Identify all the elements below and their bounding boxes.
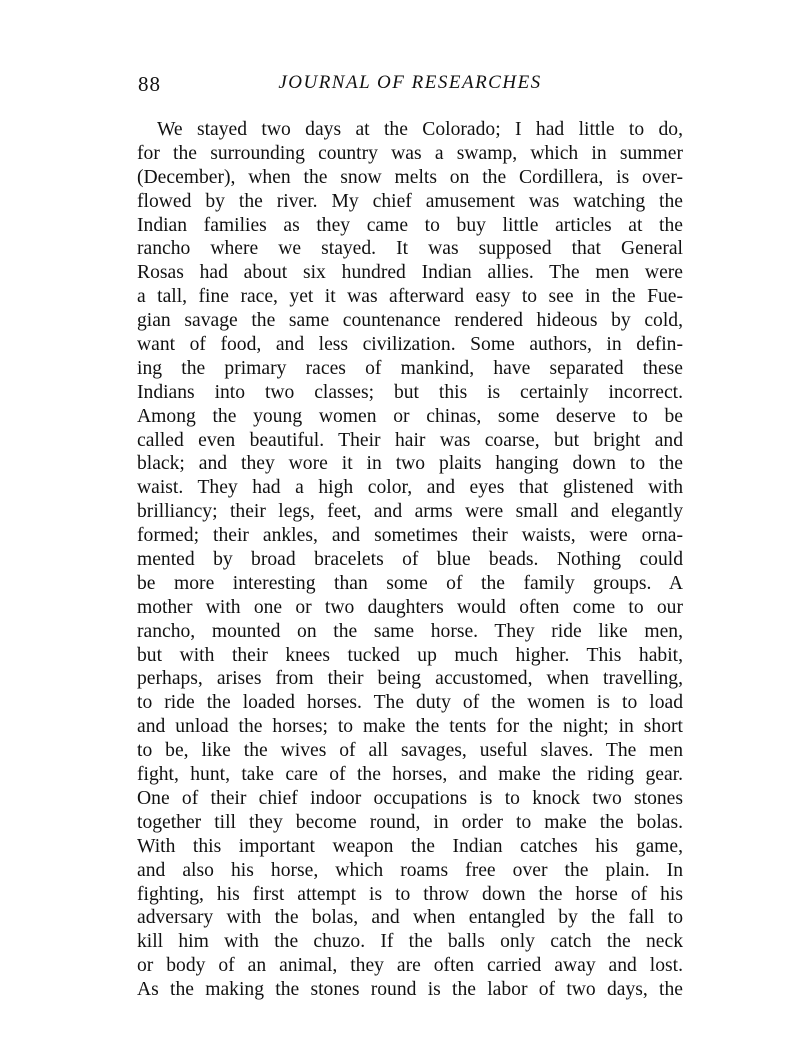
text-line: or body of an animal, they are often carried away and lost. xyxy=(137,955,683,977)
text-line: adversary with the bolas, and when entangled by the fall to xyxy=(137,907,683,929)
text-line: kill him with the chuzo. If the balls only catch the neck xyxy=(137,931,683,953)
body-text xyxy=(137,118,683,1002)
text-line: to be, like the wives of all savages, useful slaves. The men xyxy=(137,740,683,762)
text-line: (December), when the snow melts on the Cordillera, is over- xyxy=(137,166,683,188)
text-line: We stayed two days at the Colorado; I had little to do, xyxy=(157,119,683,140)
text-line: One of their chief indoor occupations is to knock two stones xyxy=(137,787,683,809)
text-line: called even beautiful. Their hair was coarse, but bright and xyxy=(137,429,683,451)
text-line: for the surrounding country was a swamp, which in summer xyxy=(137,142,683,164)
text-line: perhaps, arises from their being accustomed, when travelling, xyxy=(137,668,683,690)
text-line: and also his horse, which roams free over the plain. In xyxy=(137,859,683,881)
text-line: flowed by the river. My chief amusement was watching the xyxy=(137,190,683,212)
text-line: As the making the stones round is the labor of two days, the xyxy=(137,979,683,1001)
text-line: to ride the loaded horses. The duty of the women is to load xyxy=(137,692,683,714)
text-line: black; and they wore it in two plaits hanging down to the xyxy=(137,453,683,475)
text-line: be more interesting than some of the family groups. A xyxy=(137,572,683,594)
text-line: brilliancy; their legs, feet, and arms were small and elegantly xyxy=(137,501,683,523)
text-line: gian savage the same countenance rendered hideous by cold, xyxy=(137,310,683,332)
text-line: but with their knees tucked up much higher. This habit, xyxy=(137,644,683,666)
text-line: together till they become round, in order to make the bolas. xyxy=(137,811,683,833)
text-line: formed; their ankles, and sometimes their waists, were orna- xyxy=(137,525,683,547)
text-line: and unload the horses; to make the tents for the night; in short xyxy=(137,716,683,738)
text-line: Among the young women or chinas, some deserve to be xyxy=(137,405,683,427)
text-line: waist. They had a high color, and eyes that glistened with xyxy=(137,477,683,499)
text-line: Rosas had about six hundred Indian allies. The men were xyxy=(137,262,683,284)
running-head xyxy=(138,72,682,102)
text-line: rancho where we stayed. It was supposed that General xyxy=(137,238,683,260)
text-line: mother with one or two daughters would often come to our xyxy=(137,596,683,618)
text-line: mented by broad bracelets of blue beads. Nothing could xyxy=(137,549,683,571)
text-line: With this important weapon the Indian catches his game, xyxy=(137,835,683,857)
text-line: rancho, mounted on the same horse. They ride like men, xyxy=(137,620,683,642)
text-line: fight, hunt, take care of the horses, and make the riding gear. xyxy=(137,764,683,786)
text-line: want of food, and less civilization. Some authors, in defin- xyxy=(137,334,683,356)
page-number: 88 xyxy=(138,72,161,96)
running-title: JOURNAL OF RESEARCHES xyxy=(278,72,542,93)
text-line: ing the primary races of mankind, have separated these xyxy=(137,357,683,379)
text-line: Indian families as they came to buy little articles at the xyxy=(137,214,683,236)
text-line: fighting, his first attempt is to throw down the horse of his xyxy=(137,883,683,905)
text-line: Indians into two classes; but this is certainly incorrect. xyxy=(137,381,683,403)
text-line: a tall, fine race, yet it was afterward easy to see in the Fue- xyxy=(137,286,683,308)
